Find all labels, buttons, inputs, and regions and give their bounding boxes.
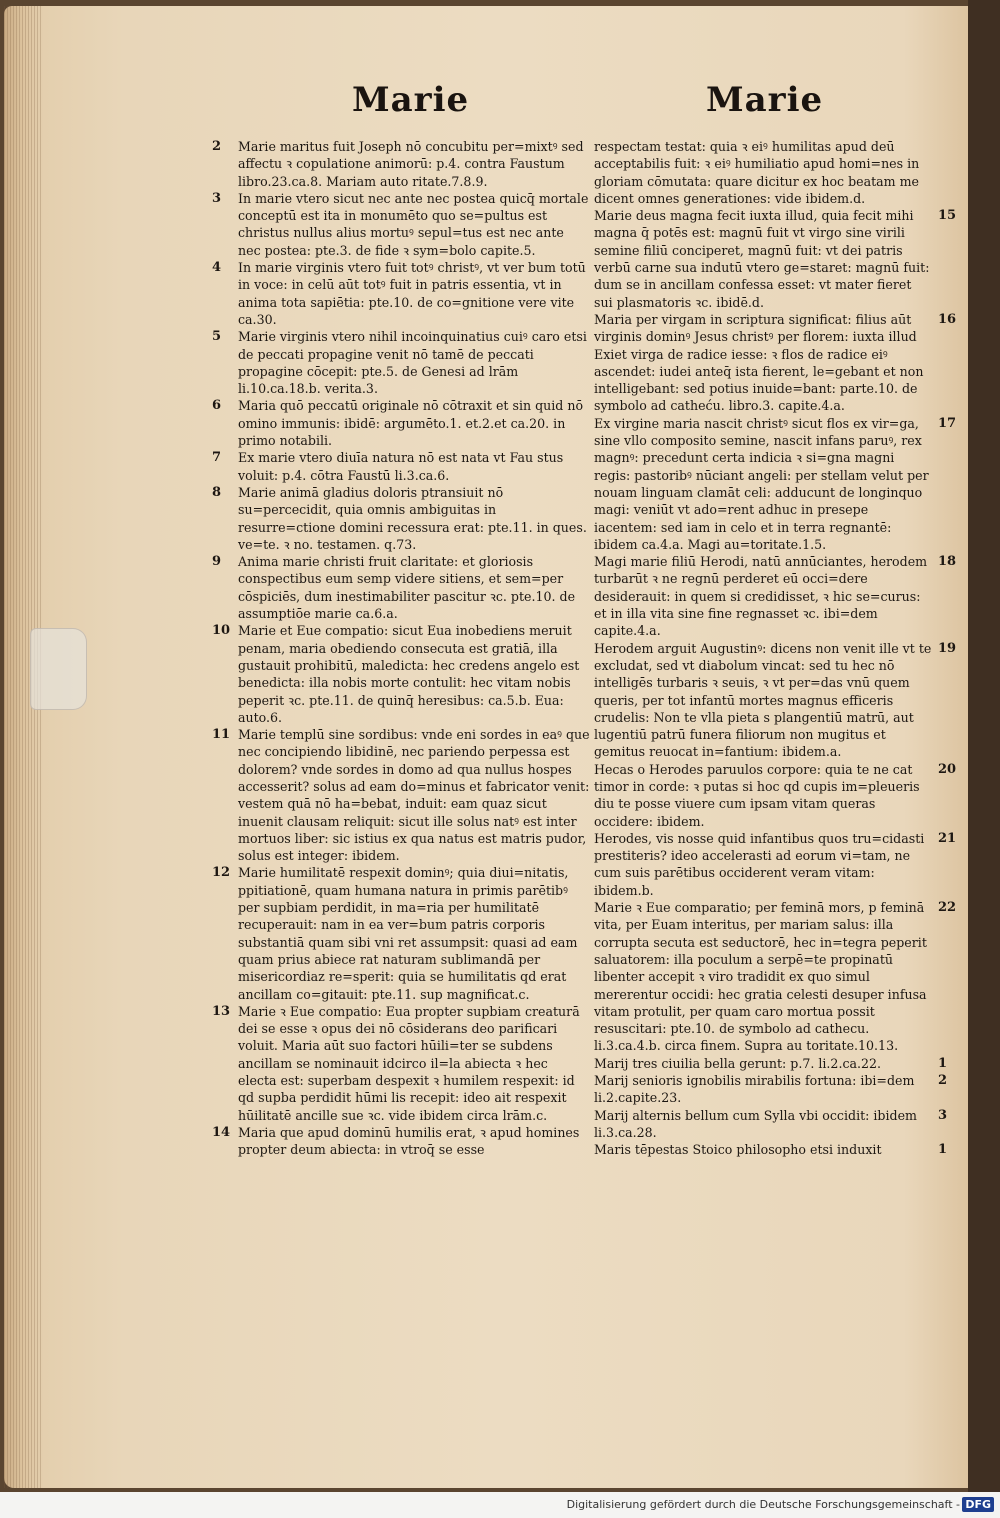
entry-text: Marie maritus fuit Joseph nō concubitu per=mixtꝰ sed affectu ꝛ copulatione animorū: p.4. contra Faustum libro.23.ca.8. Mariam auto ritate.7.8.9.	[238, 139, 584, 189]
entry	[212, 1124, 590, 1159]
entry-number: 16	[938, 311, 957, 327]
entry-text: Marie ꝛ Eue comparatio; per feminā mors, p feminā vita, per Euam interitus, per mariam salus: illa corrupta secuta est seductorē, hec in=tegra peperit saluatorem: illa poculum a serpē=te propinatū libenter accepit ꝛ viro tradidit ex quo simul mererentur occidi: hec gratia celesti desuper infusa vitam protulit, per quam caro mortua possit resuscitari: pte.10. de symbolo ad cathecu. li.3.ca.4.b. circa finem. Supra au toritate.10.13.	[594, 900, 927, 1054]
entry-number: 10	[212, 623, 231, 639]
entry	[594, 761, 957, 830]
entry-text: Herodem arguit Augustinꝰ: dicens non venit ille vt te excludat, sed vt diabolum vincat: sed tu hec nō intelligēs turbaris ꝛ seuis, ꝛ vt per=das vnū quem queris, per tot infantū mortes magnus efficeris crudelis: Non te vlla pieta s plangentiū matrū, aut lugentiū patrū funera filiorum non mugitus et gemitus reuocat in=fantium: ibidem.a.	[594, 640, 932, 760]
entry-text: Maria que apud dominū humilis erat, ꝛ apud homines propter deum abiecta: in vtroq̄ se esse	[238, 1124, 580, 1158]
entry	[212, 138, 590, 190]
entry-number: 3	[938, 1107, 948, 1123]
entry-text: Marij senioris ignobilis mirabilis fortuna: ibi=dem li.2.capite.23.	[594, 1073, 915, 1106]
entry	[212, 1003, 590, 1124]
entry-text: Anima marie christi fruit claritate: et gloriosis conspectibus eum semp videre sitiens, et sem=per cōspiciēs, dum inestimabiliter pascitur ꝛc. pte.10. de assumptiōe marie ca.6.a.	[238, 554, 576, 622]
entry-text: Marie humilitatē respexit dominꝰ; quia diui=nitatis, ppitiationē, quam humana natura in primis parētibꝰ per supbiam perdidit, in ma=ria per humilitatē recuperauit: nam in ea ver=bum patris corporis substantiā quam sibi vni ret assumpsit: quasi ad eam quam prius abiece rat naturam sublimandā per misericordiaz re=sperit: quia se humilitatis qd erat ancillam co=gitauit: pte.11. sup magnificat.c.	[238, 865, 578, 1002]
entry-text: Herodes, vis nosse quid infantibus quos tru=cidasti prestiteris? ideo accelerasti ad eorum vi=tam, ne cum suis parētibus occiderent veram vitam: ibidem.b.	[594, 830, 925, 898]
right-running-head: Marie	[706, 80, 824, 120]
bookmark-tab	[30, 628, 87, 710]
entry-text: Ex virgine maria nascit christꝰ sicut flos ex vir=ga, sine vllo composito semine, nascit infans paruꝰ, rex magnꝰ: precedunt certa indicia ꝛ si=gna magni regis: pastoribꝰ nūciant angeli: per stellam velut per nouam linguam clamāt celi: adducunt de longinquo magi: veniūt vt ado=rent adhuc in presepe iacentem: sed iam in celo et in terra regnantē: ibidem ca.4.a. Magi au=toritate.1.5.	[594, 415, 929, 552]
entry-text: Hecas o Herodes paruulos corpore: quia te ne cat timor in corde: ꝛ putas si hoc qd cupis im=pleueris diu te posse viuere cum ipsam vitam queras occidere: ibidem.	[594, 761, 920, 829]
entry	[594, 1141, 948, 1158]
entry-text: Maris tēpestas Stoico philosopho etsi induxit	[594, 1142, 882, 1158]
entry	[594, 415, 957, 553]
entry-text: Marie et Eue compatio: sicut Eua inobediens meruit penam, maria obediendo consecuta est gratiā, illa gustauit prohibitū, maledicta: hec credens angelo est benedicta: illa nobis morte contulit: hec vitam nobis peperit ꝛc. pte.11. de quinq̄ heresibus: ca.5.b. Eua: auto.6.	[238, 623, 580, 725]
entry-number: 21	[938, 830, 957, 846]
entry-number: 1	[938, 1055, 948, 1071]
entry	[594, 899, 957, 1055]
left-running-head: Marie	[352, 80, 470, 120]
entry	[212, 449, 590, 484]
entry	[594, 1107, 948, 1142]
entry	[594, 830, 957, 899]
entry-text: Maria per virgam in scriptura significat: filius aūt virginis dominꝰ Jesus christꝰ per florem: iuxta illud Exiet virga de radice iesse: ꝛ flos de radice eiꝰ ascendet: iudei anteq̄ ista fierent, le=gebant et non intelligebant: sed potius inuide=bant: parte.10. de symbolo ad catheću. libro.3. capite.4.a.	[594, 311, 924, 414]
entry-number: 8	[212, 484, 222, 500]
left-column	[212, 138, 590, 1159]
entry-text: Marie virginis vtero nihil incoinquinatius cuiꝰ caro etsi de peccati propagine venit nō tamē de peccati propagine cōcepit: pte.5. de Genesi ad lrām li.10.ca.18.b. verita.3.	[238, 329, 587, 397]
entry-text: Marij alternis bellum cum Sylla vbi occidit: ibidem li.3.ca.28.	[594, 1107, 917, 1140]
entry	[594, 138, 932, 207]
dfg-logo: DFG	[962, 1497, 994, 1512]
entry	[212, 553, 590, 622]
entry	[212, 328, 590, 397]
entry	[594, 640, 957, 761]
entry	[594, 311, 957, 415]
entry-number: 19	[938, 640, 957, 656]
entry-number: 11	[212, 727, 231, 743]
entry	[212, 622, 590, 726]
entry	[212, 397, 590, 449]
entry-number: 7	[212, 450, 222, 466]
page-edge	[4, 6, 42, 1488]
entry	[212, 190, 590, 259]
entry-number: 18	[938, 554, 957, 570]
entry-text: Magi marie filiū Herodi, natū annūciantes, herodem turbarūt ꝛ ne regnū perderet eū occi=dere desiderauit: in quem si credidisset, ꝛ hic se=curus: et in illa vita sine fine regnasset ꝛc. ibi=dem capite.4.a.	[594, 554, 928, 639]
entry-number: 5	[212, 329, 222, 345]
entry	[594, 207, 957, 311]
entry	[212, 864, 590, 1002]
footer-credit: Digitalisierung gefördert durch die Deutsche Forschungsgemeinschaft -	[566, 1498, 960, 1511]
entry-number: 1	[938, 1142, 948, 1158]
entry-text: Marie ꝛ Eue compatio: Eua propter supbiam creaturā dei se esse ꝛ opus dei nō cōsiderans deo parificari voluit. Maria aūt suo factori hūili=ter se subdens ancillam se nominauit idcirco il=la abiecta ꝛ hec electa est: superbam despexit ꝛ humilem respexit: id qd supba perdidit hūmi lis recepit: ideo ait respexit hūilitatē ancille sue ꝛc. vide ibidem circa lrām.c.	[238, 1003, 580, 1123]
entry-text: In marie virginis vtero fuit totꝰ christꝰ, vt ver bum totū in voce: in celū aūt totꝰ fuit in patris essentia, vt in anima tota sapiētia: pte.10. de co=gnitione vere vite ca.30.	[238, 260, 586, 327]
entry-number: 3	[212, 190, 222, 206]
entry	[594, 553, 957, 639]
entry-text: Marie templū sine sordibus: vnde eni sordes in eaꝰ que nec concipiendo libidinē, nec pariendo perpessa est dolorem? vnde sordes in domo ad qua nullus hospes accesserit? solus ad eam do=minus et fabricator venit: vestem quā nō ha=bebat, induit: eam quaz sicut inuenit clausam reliquit: sicut ille solus natꝰ est inter mortuos liber: sic istius ex qua natus est matris pudor, solus est integer: ibidem.	[238, 727, 590, 864]
entry	[594, 1072, 948, 1107]
entry-number: 14	[212, 1124, 231, 1140]
entry-number: 15	[938, 208, 957, 224]
entry-number: 13	[212, 1003, 231, 1019]
binding-edge	[968, 0, 1000, 1492]
entry	[212, 726, 590, 864]
entry-number: 22	[938, 900, 957, 916]
entry-text: Ex marie vtero diuīa natura nō est nata vt Fau stus voluit: p.4. cōtra Faustū li.3.ca.6.	[238, 450, 564, 483]
entry-number: 9	[212, 554, 222, 570]
entry-text: respectam testat: quia ꝛ eiꝰ humilitas apud deū acceptabilis fuit: ꝛ eiꝰ humiliatio apud homi=nes in gloriam cōmutata: quare dicitur ex hoc beatam me dicent omnes generationes: vide ibidem.d.	[594, 139, 920, 206]
entry	[212, 484, 590, 553]
entry-number: 17	[938, 415, 957, 431]
entry-text: In marie vtero sicut nec ante nec postea quicq̄ mortale conceptū est ita in monumēto quo se=pultus est christus nullus alius mortuꝰ sepul=tus est nec ante nec postea: pte.3. de fide ꝛ sym=bolo capite.5.	[238, 190, 589, 258]
entry	[212, 259, 590, 328]
entry-text: Marij tres ciuilia bella gerunt: p.7. li.2.ca.22.	[594, 1055, 882, 1071]
entry-number: 20	[938, 761, 957, 777]
right-column	[594, 138, 957, 1159]
entry-number: 4	[212, 260, 222, 276]
entry-text: Marie deus magna fecit iuxta illud, quia fecit mihi magna q̄ potēs est: magnū fuit vt virgo sine virili semine filiū conciperet, magnū fuit: vt dei patris verbū carne sua indutū vtero ge=staret: magnū fuit: dum se in ancillam confessa esset: vt mater fieret sui plasmatoris ꝛc. ibidē.d.	[594, 208, 930, 310]
entry-text: Marie animā gladius doloris ptransiuit nō su=percecidit, quia omnis ambiguitas in resurre=ctione domini recessura erat: pte.11. in ques. ve=te. ꝛ no. testamen. q.73.	[238, 484, 587, 552]
entry-number: 2	[938, 1073, 948, 1089]
entry-number: 6	[212, 398, 222, 414]
entry-number: 12	[212, 865, 231, 881]
entry-text: Maria quō peccatū originale nō cōtraxit et sin quid nō omino immunis: ibidē: argumēto.1. et.2.et ca.20. in primo notabili.	[238, 398, 584, 449]
entry-number: 2	[212, 139, 222, 154]
entry	[594, 1055, 948, 1072]
